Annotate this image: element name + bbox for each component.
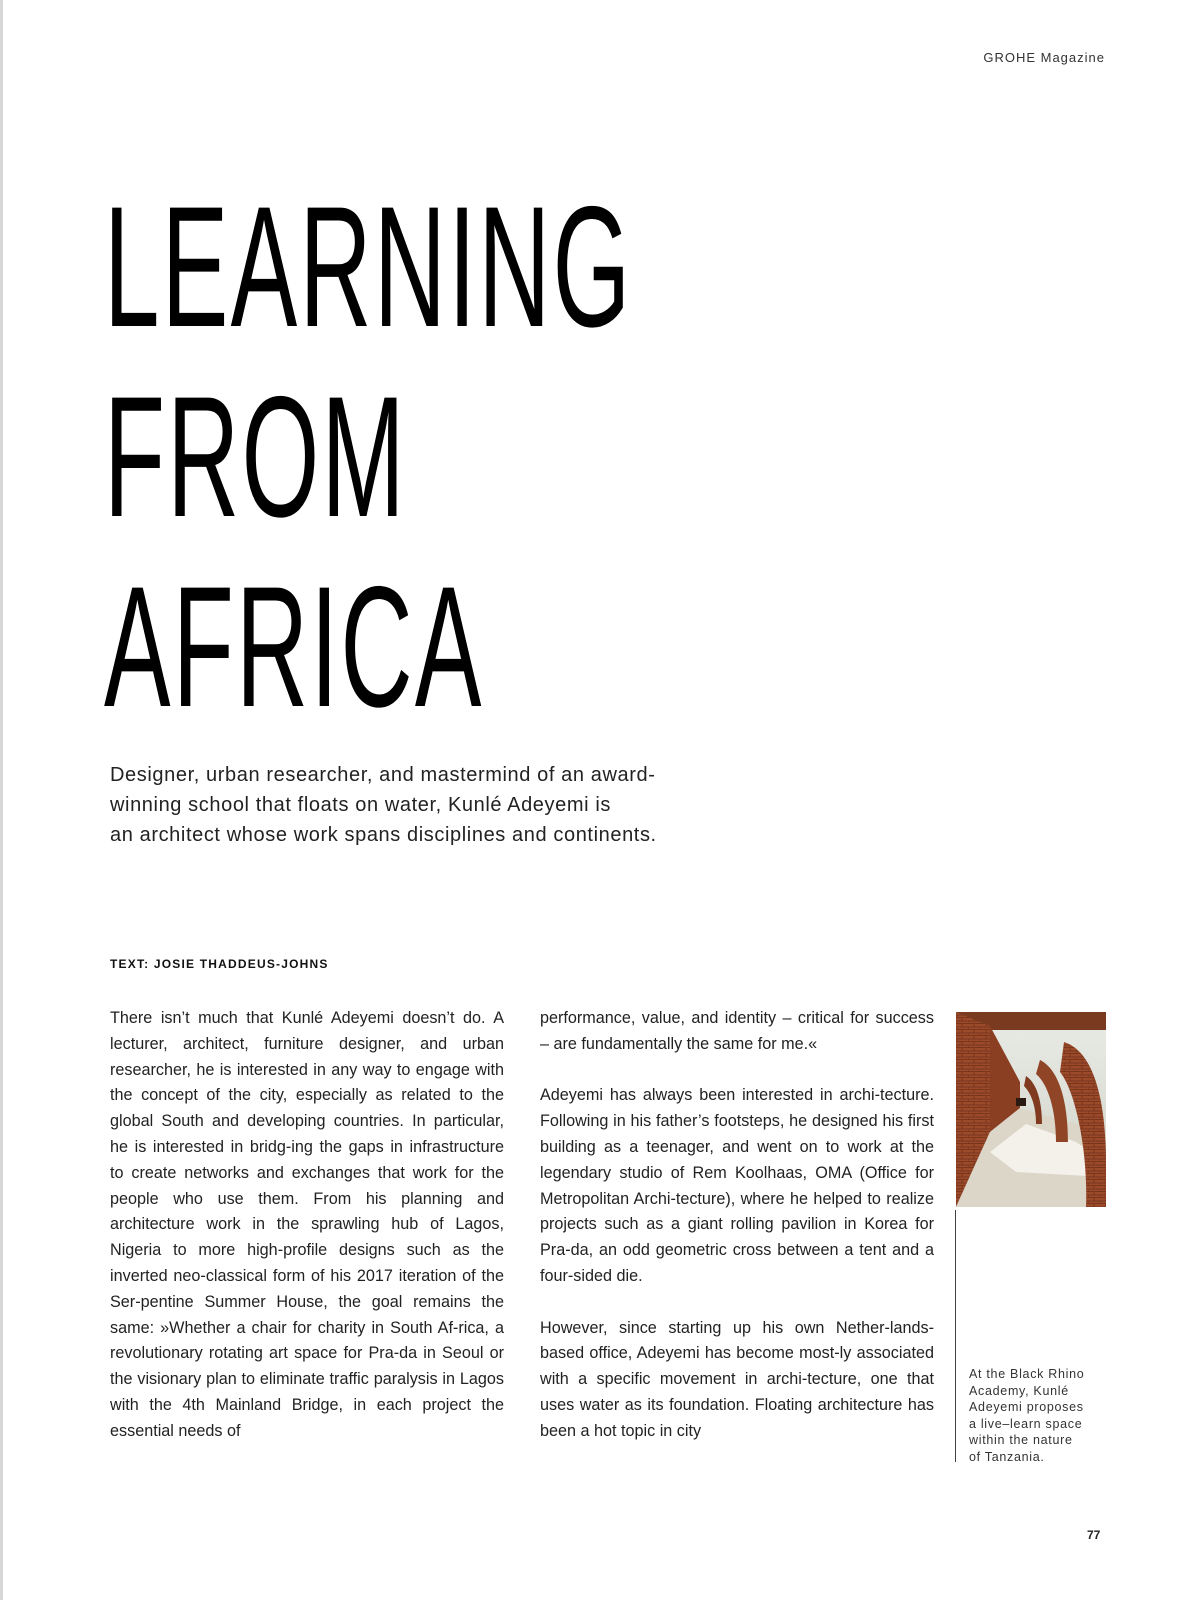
photo-caption [969,1366,1109,1465]
caption-line: Academy, Kunlé [969,1383,1069,1398]
magazine-name: GROHE Magazine [983,50,1105,65]
paragraph: Adeyemi has always been interested in archi-tecture. Following in his father’s footsteps, he designed his first building as a teenager, and went on to work at the legendary studio of Rem Koolhaas, OMA (Office for Metropolitan Archi-tecture), where he helped to realize projects such as a giant rolling pavilion in Korea for Pra-da, an odd geometric cross between a tent and a four-sided die. [540,1086,934,1285]
page-edge-rule [0,0,3,1600]
title-line-2: FROM [104,361,407,553]
caption-line: within the nature [969,1433,1073,1447]
byline: TEXT: JOSIE THADDEUS-JOHNS [110,957,329,971]
article-dek [110,760,810,850]
black-rhino-academy-photo [956,1012,1106,1207]
dek-line-3: an architect whose work spans disciplines and continents. [110,824,657,846]
body-column-1 [110,1006,504,1470]
caption-line: Adeyemi proposes [969,1400,1084,1414]
article-title [104,172,1015,742]
caption-line: At the Black Rhino [969,1367,1085,1381]
caption-line: of Tanzania. [969,1449,1045,1464]
paragraph: However, since starting up his own Nether-lands-based office, Adeyemi has become most-ly associated with a specific movement in archi-tecture, one that uses water as its foundation. Floating architecture has been a hot topic in city [540,1318,934,1440]
dek-line-2: winning school that floats on water, Kunlé Adeyemi is [110,794,611,816]
paragraph: performance, value, and identity – critical for success – are fundamentally the same for me.« [540,1009,934,1053]
caption-rule [955,1210,956,1462]
dek-line-1: Designer, urban researcher, and mastermind of an award- [110,764,656,786]
page-number: 77 [1087,1528,1101,1542]
body-column-2 [540,1006,934,1470]
paragraph: There isn’t much that Kunlé Adeyemi doesn’t do. A lecturer, architect, furniture designer, and urban researcher, he is interested in any way to engage with the concept of the city, especially as related to the global South and developing countries. In particular, he is interested in bridg-ing the gaps in infrastructure to create networks and exchanges that work for the people who use them. From his planning and architecture work in the sprawling hub of Lagos, Nigeria to more high-profile designs such as the inverted neo-classical form of his 2017 iteration of the Ser-pentine Summer House, the goal remains the same: »Whether a chair for charity in South Af-rica, a revolutionary rotating art space for Pra-da in Seoul or the visionary plan to eliminate traffic paralysis in Lagos with the 4th Mainland Bridge, in each project the essential needs of [110,1009,504,1440]
title-line-3: AFRICA [104,551,484,743]
caption-line: a live–learn space [969,1416,1083,1431]
title-line-1: LEARNING [104,171,633,363]
